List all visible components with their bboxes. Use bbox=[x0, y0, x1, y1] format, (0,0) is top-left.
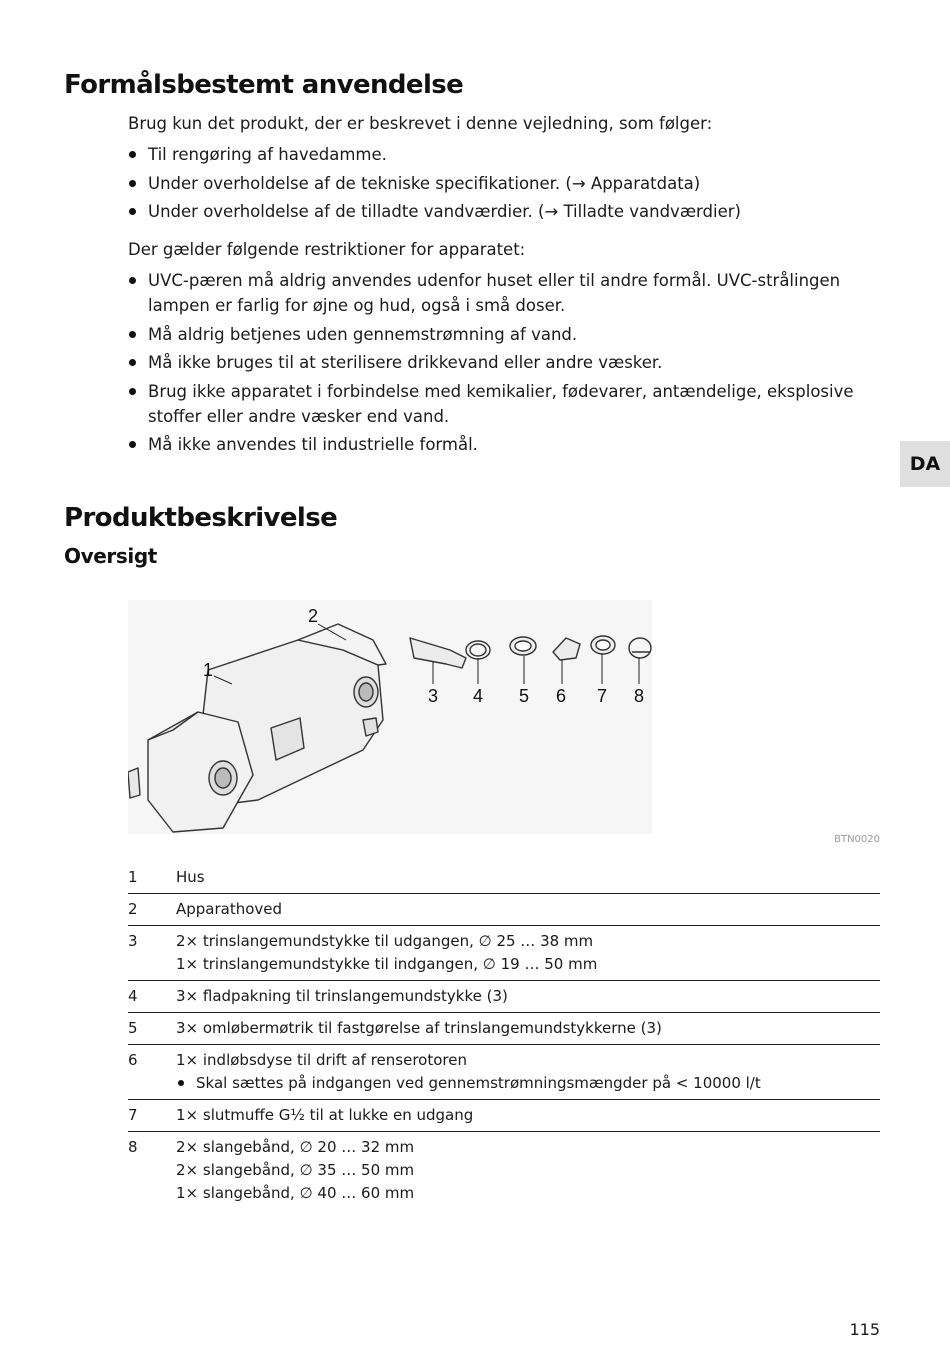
part-line: 1× slangebånd, ∅ 40 … 60 mm bbox=[176, 1184, 415, 1202]
language-tab: DA bbox=[900, 441, 950, 487]
product-illustration bbox=[128, 600, 652, 834]
callout-7: 7 bbox=[597, 686, 608, 706]
part-number: 3 bbox=[128, 932, 138, 950]
list-item: Må ikke anvendes til industrielle formål. bbox=[128, 432, 888, 457]
part-description bbox=[176, 1136, 880, 1205]
list-item: Må aldrig betjenes uden gennemstrømning af vand. bbox=[128, 322, 888, 347]
restrictions-intro: Der gælder følgende restriktioner for apparatet: bbox=[128, 240, 526, 259]
list-item: Brug ikke apparatet i forbindelse med kemikalier, fødevarer, antændelige, eksplosive stoffer eller andre væsker end vand. bbox=[128, 379, 888, 429]
intended-use-list bbox=[128, 142, 888, 224]
callout-4: 4 bbox=[473, 686, 484, 706]
part-description bbox=[176, 1049, 880, 1095]
part-line: 2× slangebånd, ∅ 20 … 32 mm bbox=[176, 1138, 415, 1156]
table-row bbox=[128, 981, 880, 1013]
table-row bbox=[128, 1100, 880, 1132]
device-drawing bbox=[128, 600, 652, 834]
page-number: 115 bbox=[849, 1320, 880, 1339]
parts-table bbox=[128, 862, 880, 1209]
table-row bbox=[128, 926, 880, 981]
part-description bbox=[176, 985, 880, 1008]
list-item: Under overholdelse af de tekniske specifikationer. (→ Apparatdata) bbox=[128, 171, 888, 196]
part-description bbox=[176, 1104, 880, 1127]
list-item: UVC-pæren må aldrig anvendes udenfor huset eller til andre formål. UVC-strålingen lampen er farlig for øjne og hud, også i små doser. bbox=[128, 268, 888, 318]
table-row bbox=[128, 894, 880, 926]
callout-8: 8 bbox=[634, 686, 645, 706]
part-line: Hus bbox=[176, 868, 205, 886]
part-number: 2 bbox=[128, 900, 138, 918]
part-number: 8 bbox=[128, 1138, 138, 1156]
callout-1: 1 bbox=[203, 660, 214, 680]
callout-5: 5 bbox=[519, 686, 530, 706]
intended-use-block bbox=[128, 110, 888, 228]
table-row bbox=[128, 1013, 880, 1045]
restrictions-block bbox=[128, 236, 888, 461]
part-number: 6 bbox=[128, 1051, 138, 1069]
heading-intended-use: Formålsbestemt anvendelse bbox=[64, 70, 464, 100]
part-line: Apparathoved bbox=[176, 900, 283, 918]
part-number: 4 bbox=[128, 987, 138, 1005]
heading-overview: Oversigt bbox=[64, 544, 157, 568]
restrictions-list bbox=[128, 268, 888, 457]
heading-product-description: Produktbeskrivelse bbox=[64, 503, 338, 533]
part-description bbox=[176, 930, 880, 976]
part-line: 2× trinslangemundstykke til udgangen, ∅ 25 … 38 mm bbox=[176, 932, 594, 950]
list-item: Til rengøring af havedamme. bbox=[128, 142, 888, 167]
part-number: 5 bbox=[128, 1019, 138, 1037]
part-line: 1× slutmuffe G½ til at lukke en udgang bbox=[176, 1106, 474, 1124]
part-line: 2× slangebånd, ∅ 35 … 50 mm bbox=[176, 1161, 415, 1179]
callout-6: 6 bbox=[556, 686, 567, 706]
table-row bbox=[128, 1132, 880, 1209]
part-line: 3× fladpakning til trinslangemundstykke (3) bbox=[176, 987, 508, 1005]
list-item: Under overholdelse af de tilladte vandværdier. (→ Tilladte vandværdier) bbox=[128, 199, 888, 224]
part-description bbox=[176, 1017, 880, 1040]
table-row bbox=[128, 1045, 880, 1100]
table-row bbox=[128, 862, 880, 894]
part-number: 7 bbox=[128, 1106, 138, 1124]
callout-3: 3 bbox=[428, 686, 439, 706]
figure-reference: BTN0020 bbox=[834, 834, 880, 845]
part-note: Skal sættes på indgangen ved gennemstrømningsmængder på < 10000 l/t bbox=[176, 1072, 880, 1095]
part-line: 1× trinslangemundstykke til indgangen, ∅ 19 … 50 mm bbox=[176, 955, 598, 973]
part-description bbox=[176, 866, 880, 889]
list-item: Må ikke bruges til at sterilisere drikkevand eller andre væsker. bbox=[128, 350, 888, 375]
part-line: 1× indløbsdyse til drift af renserotoren bbox=[176, 1051, 467, 1069]
part-number: 1 bbox=[128, 868, 138, 886]
intended-use-intro: Brug kun det produkt, der er beskrevet i denne vejledning, som følger: bbox=[128, 114, 713, 133]
part-description bbox=[176, 898, 880, 921]
part-line: 3× omløbermøtrik til fastgørelse af trinslangemundstykkerne (3) bbox=[176, 1019, 662, 1037]
callout-2: 2 bbox=[308, 606, 319, 626]
